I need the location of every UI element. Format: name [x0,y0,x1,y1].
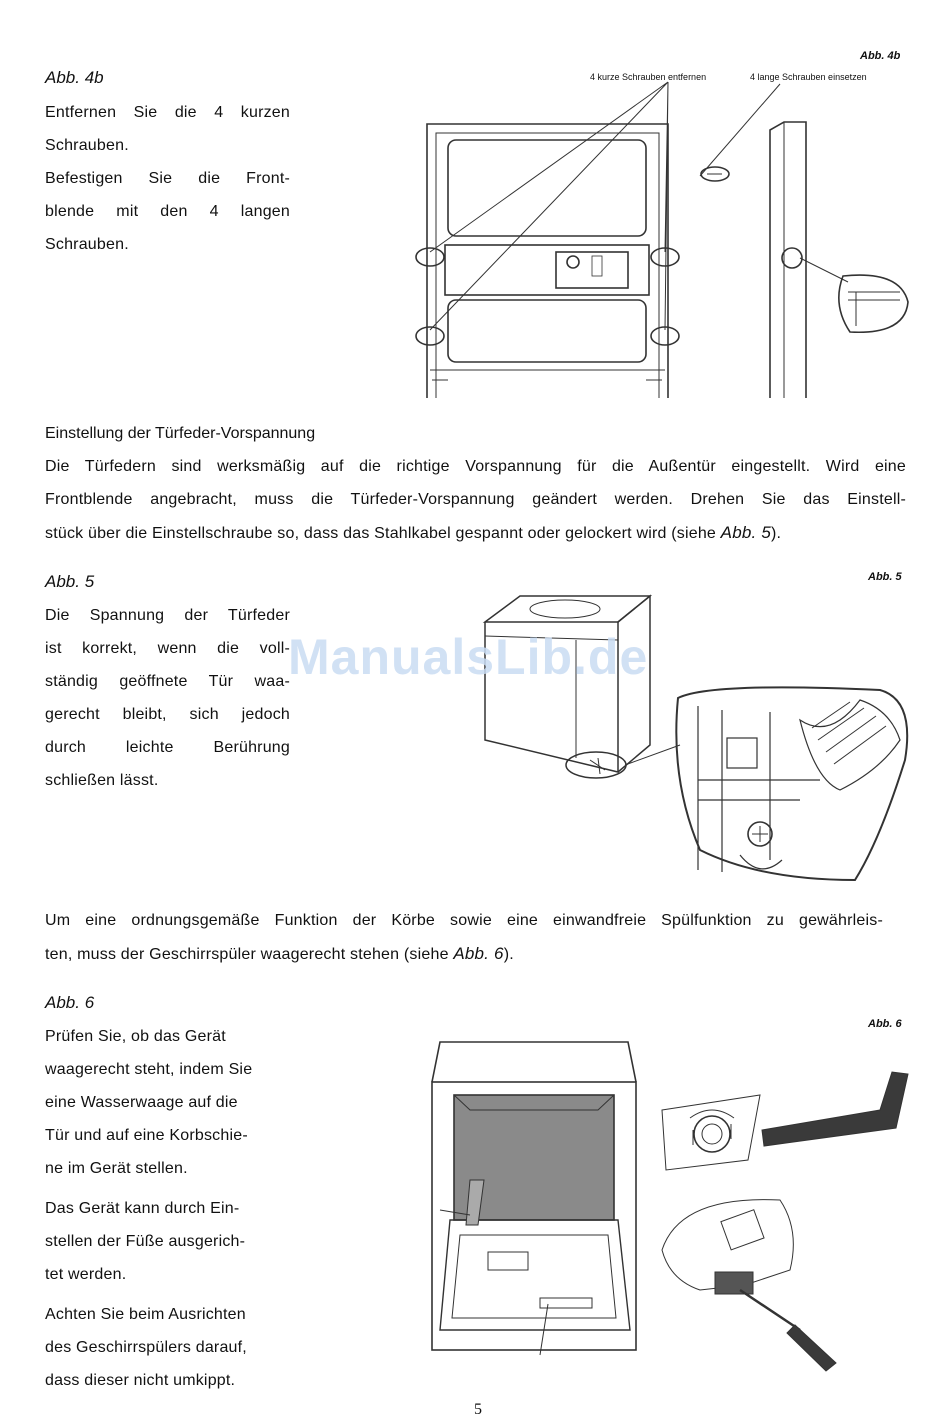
figure-5-tag: Abb. 5 [868,571,902,583]
figure-reference: Abb. 6 [453,944,504,963]
figure-5-title: Abb. 5 [45,572,95,591]
text-line: Achten Sie beim Ausrichten [45,1306,246,1323]
text-line: Die Spannung der Türfeder [45,607,290,624]
text-line: durch leichte Berührung [45,739,290,756]
watermark: ManualsLib.de [288,629,649,685]
text-line: dass dieser nicht umkippt. [45,1372,236,1389]
text-line: Die Türfedern sind werksmäßig auf die richtige Vorspannung für die Außentür eingestellt. Wird eine [45,458,906,475]
figure-4b-title: Abb. 4b [45,68,104,87]
text-line: Frontblende angebracht, muss die Türfeder-Vorspannung geändert werden. Drehen Sie das Einstell- [45,491,906,508]
text-line: ist korrekt, wenn die voll- [45,640,290,657]
text-line: stellen der Füße ausgerich- [45,1233,246,1250]
text-line: gerecht bleibt, sich jedoch [45,706,290,723]
text-line: tet werden. [45,1266,127,1283]
label-insert-screws: 4 lange Schrauben einsetzen [750,72,867,82]
text-line: blende mit den 4 langen [45,203,290,220]
text-line: ne im Gerät stellen. [45,1160,188,1177]
text-segment: ). [503,946,514,963]
text-line: Entfernen Sie die 4 kurzen [45,104,290,121]
text-line: Befestigen Sie die Front- [45,170,290,187]
section-heading: Einstellung der Türfeder-Vorspannung [45,425,316,442]
text-line: Um eine ordnungsgemäße Funktion der Körbe sowie eine einwandfreie Spülfunktion zu gewährleis- [45,912,883,929]
page-number: 5 [474,1401,482,1418]
figure-reference: Abb. 5 [720,523,772,542]
text-line: schließen lässt. [45,772,159,789]
text-segment: ten, muss der Geschirrspüler waagerecht stehen (siehe [45,946,454,963]
text-line: eine Wasserwaage auf die [45,1094,238,1111]
text-line: des Geschirrspülers darauf, [45,1339,247,1356]
figure-4b-tag: Abb. 4b [860,50,901,62]
figure-6-title: Abb. 6 [45,993,95,1012]
text-line: Tür und auf eine Korbschie- [45,1127,248,1144]
label-remove-screws: 4 kurze Schrauben entfernen [590,72,707,82]
text-segment: ). [771,525,782,542]
text-segment: stück über die Einstellschraube so, dass das Stahlkabel gespannt oder gelockert wird (siehe [45,525,721,542]
text-line: Schrauben. [45,236,129,253]
text-line: Schrauben. [45,137,129,154]
text-line: Das Gerät kann durch Ein- [45,1200,240,1217]
text-line: waagerecht steht, indem Sie [45,1061,253,1078]
figure-6-tag: Abb. 6 [868,1018,902,1030]
text-line: ständig geöffnete Tür waa- [45,673,290,690]
text-line: Prüfen Sie, ob das Gerät [45,1028,226,1045]
